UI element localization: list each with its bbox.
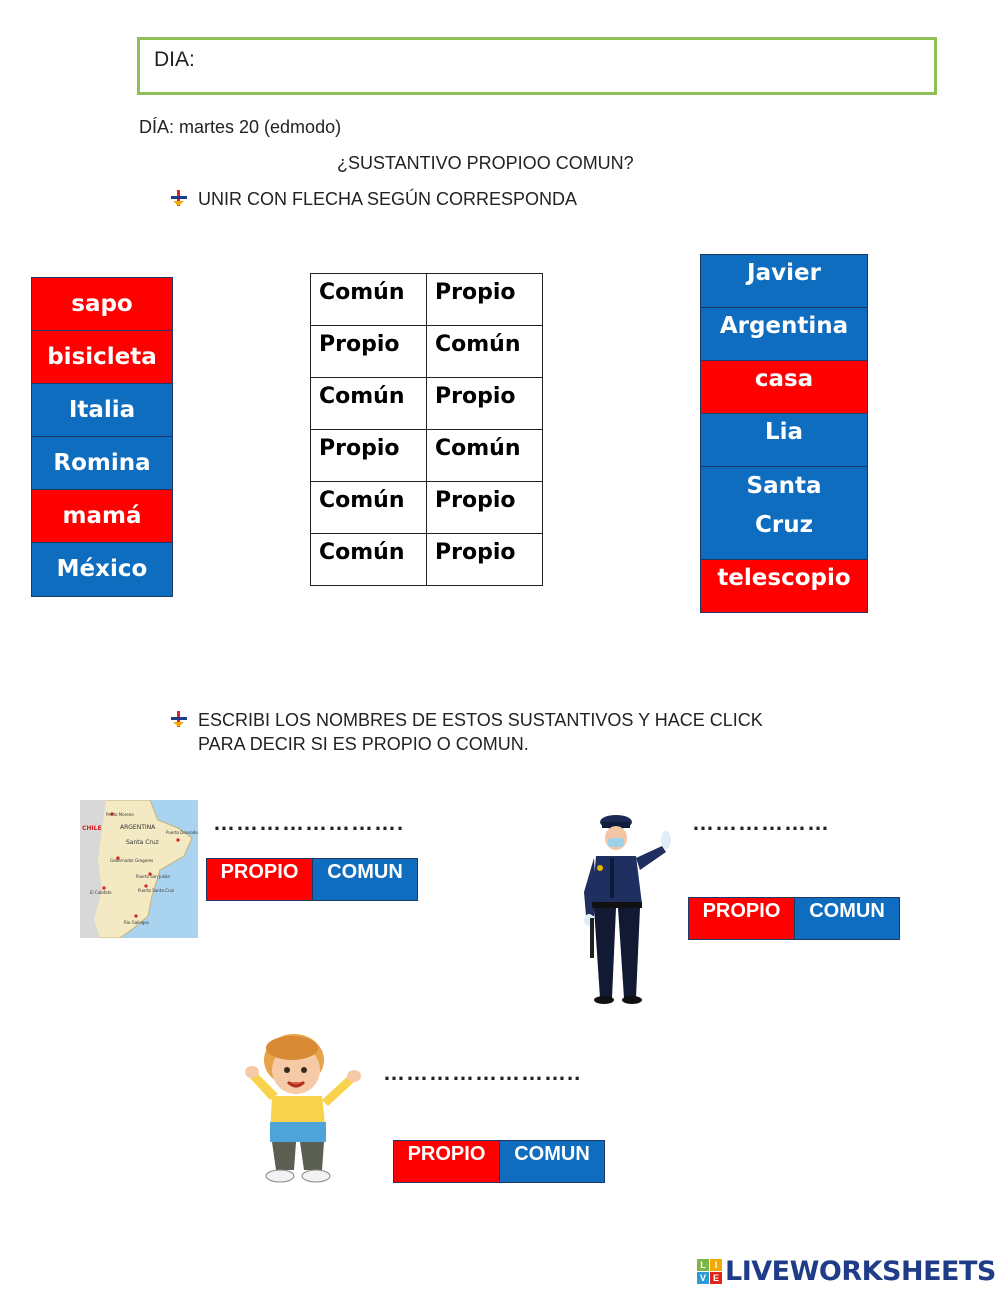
map-label-argentina: ARGENTINA xyxy=(120,824,156,831)
instruction-2 xyxy=(170,708,763,756)
table-cell[interactable]: Común xyxy=(427,326,543,378)
comun-button[interactable]: COMUN xyxy=(794,898,899,939)
table-cell[interactable]: Propio xyxy=(427,274,543,326)
table-row xyxy=(311,482,543,534)
map-label-city: Puerto Deseado xyxy=(166,830,198,835)
answer-field-3[interactable]: …………………….. xyxy=(383,1060,582,1085)
left-word-6[interactable]: México xyxy=(32,543,172,596)
boy-image xyxy=(242,1030,366,1186)
propio-button[interactable]: PROPIO xyxy=(394,1141,499,1182)
answer-field-2[interactable]: ……………… xyxy=(692,810,830,835)
propio-button[interactable]: PROPIO xyxy=(689,898,794,939)
right-word-3[interactable]: casa xyxy=(701,361,867,414)
map-label-city: Río Gallegos xyxy=(124,920,149,925)
police-officer-image xyxy=(574,812,678,1006)
table-row xyxy=(311,274,543,326)
answer-field-1[interactable]: ……………………. xyxy=(213,810,405,835)
instruction-2-line1: ESCRIBI LOS NOMBRES DE ESTOS SUSTANTIVOS Y HACE CLICK xyxy=(198,710,763,730)
date-line: DÍA: martes 20 (edmodo) xyxy=(139,117,342,137)
map-label-chile: CHILE xyxy=(82,825,102,832)
table-cell[interactable]: Común xyxy=(427,430,543,482)
left-word-2[interactable]: bisicleta xyxy=(32,331,172,384)
choice-group-3 xyxy=(393,1140,605,1183)
comun-propio-table xyxy=(310,273,543,586)
table-cell[interactable]: Común xyxy=(311,482,427,534)
dia-label: DIA: xyxy=(154,48,195,71)
right-word-column xyxy=(700,254,868,613)
santa-cruz-map-image xyxy=(80,800,198,938)
logo-letter: I xyxy=(710,1259,722,1271)
logo-text: LIVEWORKSHEETS xyxy=(725,1256,996,1287)
right-word-1[interactable]: Javier xyxy=(701,255,867,308)
left-word-1[interactable]: sapo xyxy=(32,278,172,331)
worksheet-question: ¿SUSTANTIVO PROPIOO COMUN? xyxy=(337,153,634,173)
table-cell[interactable]: Propio xyxy=(311,430,427,482)
table-row xyxy=(311,534,543,586)
left-word-5[interactable]: mamá xyxy=(32,490,172,543)
comun-button[interactable]: COMUN xyxy=(312,859,417,900)
map-label-city: Gobernador Gregores xyxy=(110,858,154,863)
table-row xyxy=(311,430,543,482)
right-word-4[interactable]: Lia xyxy=(701,414,867,467)
instruction-1 xyxy=(170,189,577,210)
right-word-5[interactable]: Santa Cruz xyxy=(701,467,867,560)
choice-group-1 xyxy=(206,858,418,901)
instruction-2-line2: PARA DECIR SI ES PROPIO O COMUN. xyxy=(198,734,529,754)
map-label-santa-cruz: Santa Cruz xyxy=(126,839,159,846)
map-label-city: Puerto San Julián xyxy=(136,874,170,879)
left-word-3[interactable]: Italia xyxy=(32,384,172,437)
arrow-bullet-icon xyxy=(170,189,188,207)
table-cell[interactable]: Común xyxy=(311,534,427,586)
left-word-column xyxy=(31,277,173,597)
liveworksheets-logo xyxy=(697,1256,996,1287)
propio-button[interactable]: PROPIO xyxy=(207,859,312,900)
choice-group-2 xyxy=(688,897,900,940)
left-word-4[interactable]: Romina xyxy=(32,437,172,490)
map-label-city: El Calafate xyxy=(90,890,112,895)
table-cell[interactable]: Propio xyxy=(427,482,543,534)
arrow-bullet-icon xyxy=(170,710,188,728)
table-row xyxy=(311,378,543,430)
table-cell[interactable]: Propio xyxy=(311,326,427,378)
instruction-1-text: UNIR CON FLECHA SEGÚN CORRESPONDA xyxy=(198,189,578,209)
dia-input-box[interactable] xyxy=(137,37,937,95)
table-cell[interactable]: Común xyxy=(311,378,427,430)
map-label-city: Puerto Santa Cruz xyxy=(138,888,175,893)
table-cell[interactable]: Propio xyxy=(427,378,543,430)
table-cell[interactable]: Propio xyxy=(427,534,543,586)
table-cell[interactable]: Común xyxy=(311,274,427,326)
comun-button[interactable]: COMUN xyxy=(499,1141,604,1182)
right-word-6[interactable]: telescopio xyxy=(701,560,867,612)
logo-letter: L xyxy=(697,1259,709,1271)
table-row xyxy=(311,326,543,378)
right-word-2[interactable]: Argentina xyxy=(701,308,867,361)
map-label-city: Perito Moreno xyxy=(106,812,134,817)
logo-letter: E xyxy=(710,1272,722,1284)
logo-letter: V xyxy=(697,1272,709,1284)
logo-mark-icon xyxy=(697,1259,722,1284)
